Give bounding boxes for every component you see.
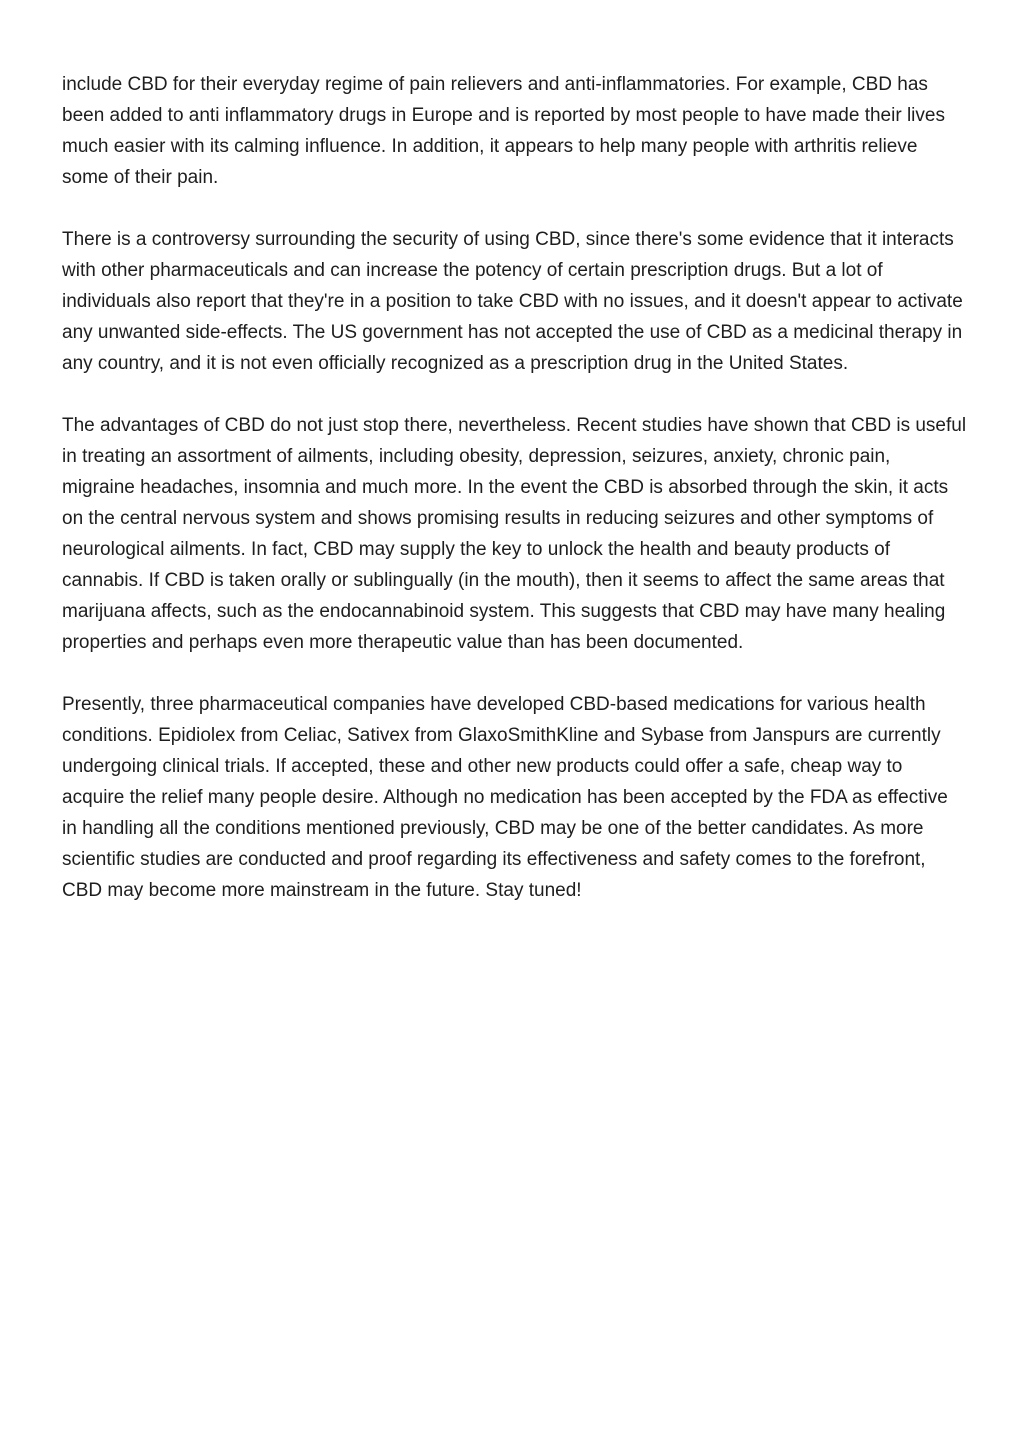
paragraph-1: include CBD for their everyday regime of pain relievers and anti-inflammatories. For example, CBD has been added to anti inflammatory drugs in Europe and is reported by most people to have made their lives much easier with its calming influence. In addition, it appears to help many people with arthritis relieve some of their pain. [62,74,945,188]
document-page [62,69,967,937]
paragraph-2: There is a controversy surrounding the security of using CBD, since there's some evidence that it interacts with other pharmaceuticals and can increase the potency of certain prescription drugs. But a lot of individuals also report that they're in a position to take CBD with no issues, and it doesn't appear to activate any unwanted side-effects. The US government has not accepted the use of CBD as a medicinal therapy in any country, and it is not even officially recognized as a prescription drug in the United States. [62,229,963,374]
paragraph-3: The advantages of CBD do not just stop there, nevertheless. Recent studies have shown that CBD is useful in treating an assortment of ailments, including obesity, depression, seizures, anxiety, chronic pain, migraine headaches, insomnia and much more. In the event the CBD is absorbed through the skin, it acts on the central nervous system and shows promising results in reducing seizures and other symptoms of neurological ailments. In fact, CBD may supply the key to unlock the health and beauty products of cannabis. If CBD is taken orally or sublingually (in the mouth), then it seems to affect the same areas that marijuana affects, such as the endocannabinoid system. This suggests that CBD may have many healing properties and perhaps even more therapeutic value than has been documented. [62,415,967,653]
paragraph-4: Presently, three pharmaceutical companies have developed CBD-based medications for various health conditions. Epidiolex from Celiac, Sativex from GlaxoSmithKline and Sybase from Janspurs are currently undergoing clinical trials. If accepted, these and other new products could offer a safe, cheap way to acquire the relief many people desire. Although no medication has been accepted by the FDA as effective in handling all the conditions mentioned previously, CBD may be one of the better candidates. As more scientific studies are conducted and proof regarding its effectiveness and safety comes to the forefront, CBD may become more mainstream in the future. Stay tuned! [62,694,948,901]
